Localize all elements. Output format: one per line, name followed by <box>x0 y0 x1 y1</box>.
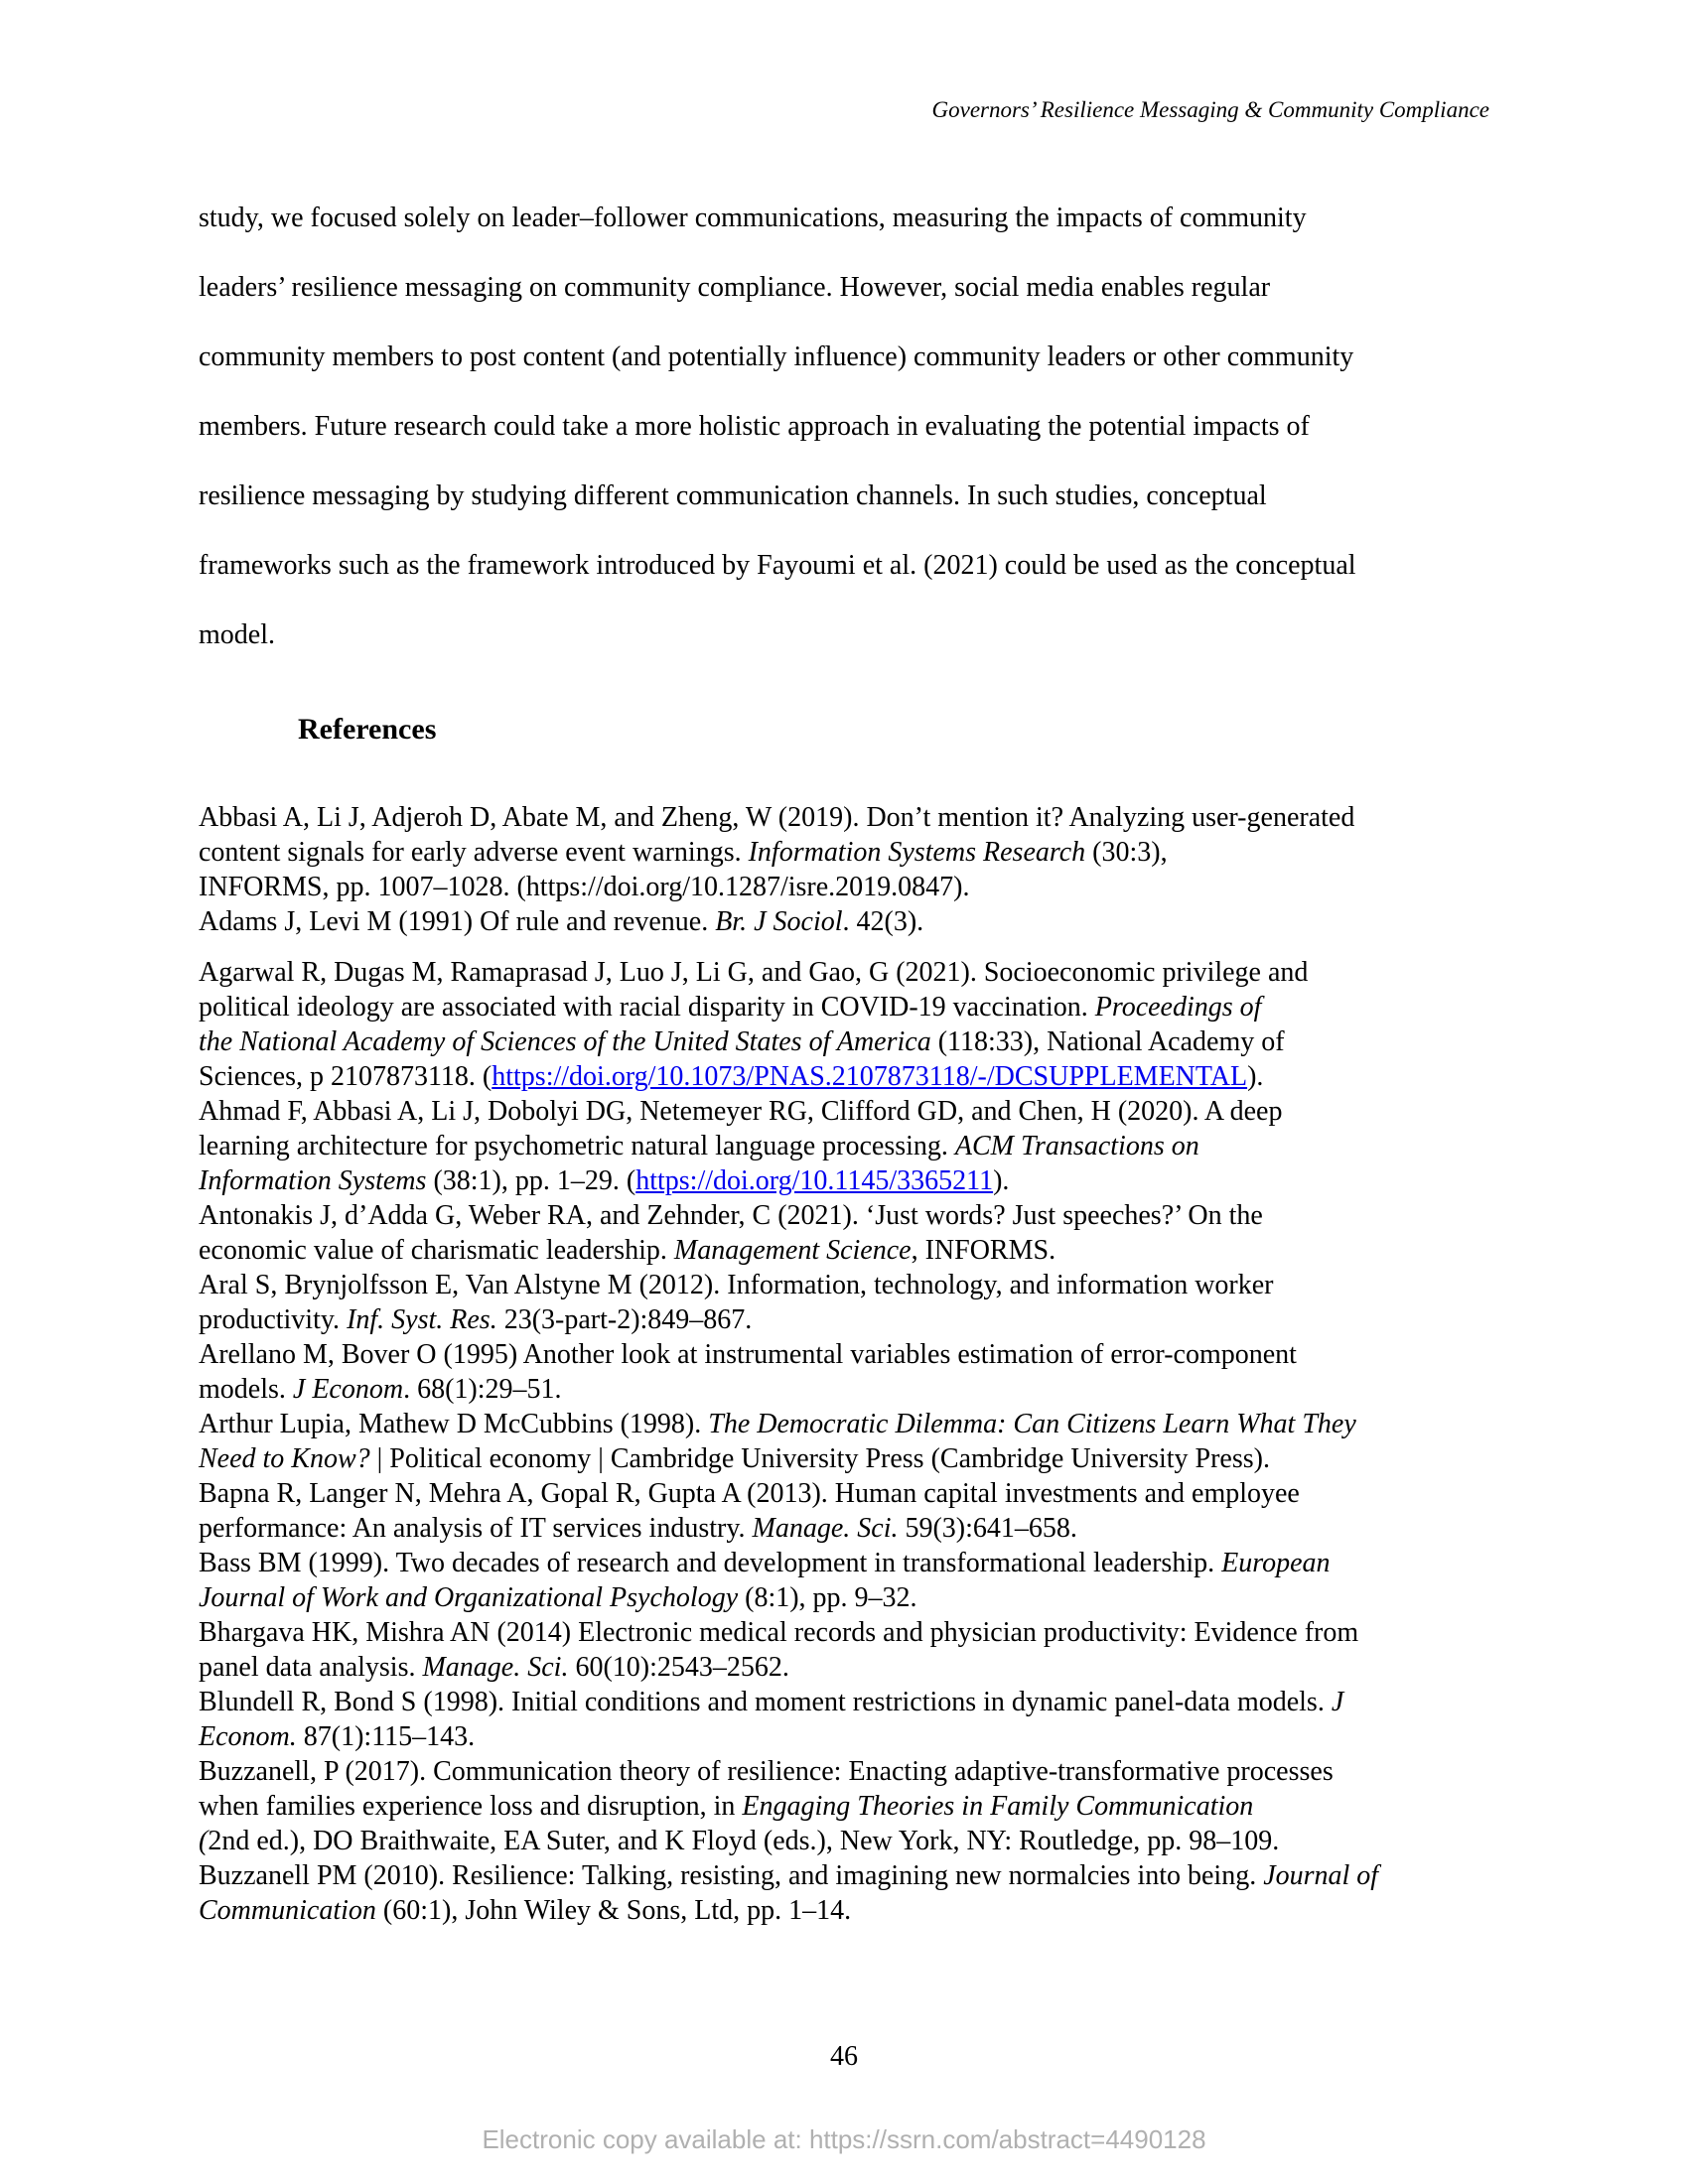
body-line: model. <box>199 619 275 650</box>
reference-line: when families experience loss and disruption, in Engaging Theories in Family Communication <box>199 1791 1254 1822</box>
reference-line: Arellano M, Bover O (1995) Another look at instrumental variables estimation of error-component <box>199 1339 1297 1370</box>
body-line: frameworks such as the framework introduced by Fayoumi et al. (2021) could be used as the conceptual <box>199 550 1356 581</box>
reference-line: (2nd ed.), DO Braithwaite, EA Suter, and K Floyd (eds.), New York, NY: Routledge, pp. 98–109. <box>199 1826 1280 1856</box>
reference-item <box>199 1858 1489 1928</box>
body-paragraph <box>199 184 1489 670</box>
reference-line: Ahmad F, Abbasi A, Li J, Dobolyi DG, Netemeyer RG, Clifford GD, and Chen, H (2020). A deep <box>199 1096 1283 1127</box>
reference-line: economic value of charismatic leadership. Management Science, INFORMS. <box>199 1235 1056 1266</box>
reference-list <box>199 800 1489 1928</box>
reference-line: Bass BM (1999). Two decades of research and development in transformational leadership. European <box>199 1548 1331 1578</box>
reference-line: Bhargava HK, Mishra AN (2014) Electronic medical records and physician productivity: Evidence from <box>199 1617 1359 1648</box>
reference-item <box>199 1268 1489 1337</box>
reference-line: Adams J, Levi M (1991) Of rule and revenue. Br. J Sociol. 42(3). <box>199 906 924 937</box>
reference-line: learning architecture for psychometric natural language processing. ACM Transactions on <box>199 1131 1199 1161</box>
reference-line: Blundell R, Bond S (1998). Initial conditions and moment restrictions in dynamic panel-data models. J <box>199 1687 1344 1717</box>
reference-line: INFORMS, pp. 1007–1028. (https://doi.org/10.1287/isre.2019.0847). <box>199 872 970 902</box>
body-line: leaders’ resilience messaging on community compliance. However, social media enables regular <box>199 272 1271 303</box>
reference-item <box>199 1407 1489 1476</box>
reference-line: panel data analysis. Manage. Sci. 60(10):2543–2562. <box>199 1652 789 1683</box>
reference-line: political ideology are associated with racial disparity in COVID-19 vaccination. Proceedings of <box>199 992 1262 1023</box>
reference-line: Abbasi A, Li J, Adjeroh D, Abate M, and Zheng, W (2019). Don’t mention it? Analyzing user-generated <box>199 802 1355 833</box>
reference-item <box>199 800 1489 904</box>
body-line: study, we focused solely on leader–follower communications, measuring the impacts of community <box>199 203 1307 233</box>
doi-link[interactable]: https://doi.org/10.1073/PNAS.2107873118/-/DCSUPPLEMENTAL <box>492 1061 1248 1092</box>
reference-line: Econom. 87(1):115–143. <box>199 1721 476 1752</box>
body-line: community members to post content (and potentially influence) community leaders or other community <box>199 341 1354 372</box>
references-heading: References <box>298 713 437 746</box>
reference-line: Buzzanell, P (2017). Communication theory of resilience: Enacting adaptive-transformative processes <box>199 1756 1334 1787</box>
reference-line: performance: An analysis of IT services industry. Manage. Sci. 59(3):641–658. <box>199 1513 1077 1544</box>
reference-line: content signals for early adverse event warnings. Information Systems Research (30:3), <box>199 837 1168 868</box>
reference-item <box>199 904 1489 939</box>
reference-item <box>199 1094 1489 1198</box>
reference-item <box>199 955 1489 1094</box>
reference-item <box>199 1754 1489 1858</box>
reference-item <box>199 1685 1489 1754</box>
reference-line: Bapna R, Langer N, Mehra A, Gopal R, Gupta A (2013). Human capital investments and employee <box>199 1478 1300 1509</box>
reference-item <box>199 1198 1489 1268</box>
reference-line: Communication (60:1), John Wiley & Sons, Ltd, pp. 1–14. <box>199 1895 852 1926</box>
reference-item <box>199 1615 1489 1685</box>
reference-line: Journal of Work and Organizational Psychology (8:1), pp. 9–32. <box>199 1582 917 1613</box>
body-line: members. Future research could take a more holistic approach in evaluating the potential impacts of <box>199 411 1310 442</box>
reference-line: Aral S, Brynjolfsson E, Van Alstyne M (2012). Information, technology, and information worker <box>199 1270 1274 1300</box>
reference-line: the National Academy of Sciences of the United States of America (118:33), National Academy of <box>199 1026 1285 1057</box>
reference-line: Buzzanell PM (2010). Resilience: Talking, resisting, and imagining new normalcies into being. Journal of <box>199 1860 1379 1891</box>
reference-line: productivity. Inf. Syst. Res. 23(3-part-2):849–867. <box>199 1304 753 1335</box>
doi-link[interactable]: https://doi.org/10.1145/3365211 <box>635 1165 994 1196</box>
reference-item <box>199 1546 1489 1615</box>
running-head: Governors’ Resilience Messaging & Community Compliance <box>931 97 1489 122</box>
ssrn-footer: Electronic copy available at: https://ssrn.com/abstract=4490128 <box>482 2124 1206 2154</box>
reference-item <box>199 1337 1489 1407</box>
body-line: resilience messaging by studying different communication channels. In such studies, conceptual <box>199 480 1267 511</box>
reference-line: Need to Know? | Political economy | Cambridge University Press (Cambridge University Press). <box>199 1443 1270 1474</box>
reference-item <box>199 1476 1489 1546</box>
reference-line: Agarwal R, Dugas M, Ramaprasad J, Luo J, Li G, and Gao, G (2021). Socioeconomic privilege and <box>199 957 1309 988</box>
reference-line: Information Systems (38:1), pp. 1–29. (https://doi.org/10.1145/3365211). <box>199 1165 1010 1196</box>
reference-line: Antonakis J, d’Adda G, Weber RA, and Zehnder, C (2021). ‘Just words? Just speeches?’ On the <box>199 1200 1263 1231</box>
reference-line: models. J Econom. 68(1):29–51. <box>199 1374 562 1405</box>
reference-line: Sciences, p 2107873118. (https://doi.org/10.1073/PNAS.2107873118/-/DCSUPPLEMENTAL). <box>199 1061 1264 1092</box>
page-number: 46 <box>830 2041 858 2072</box>
reference-line: Arthur Lupia, Mathew D McCubbins (1998). The Democratic Dilemma: Can Citizens Learn What They <box>199 1409 1356 1439</box>
